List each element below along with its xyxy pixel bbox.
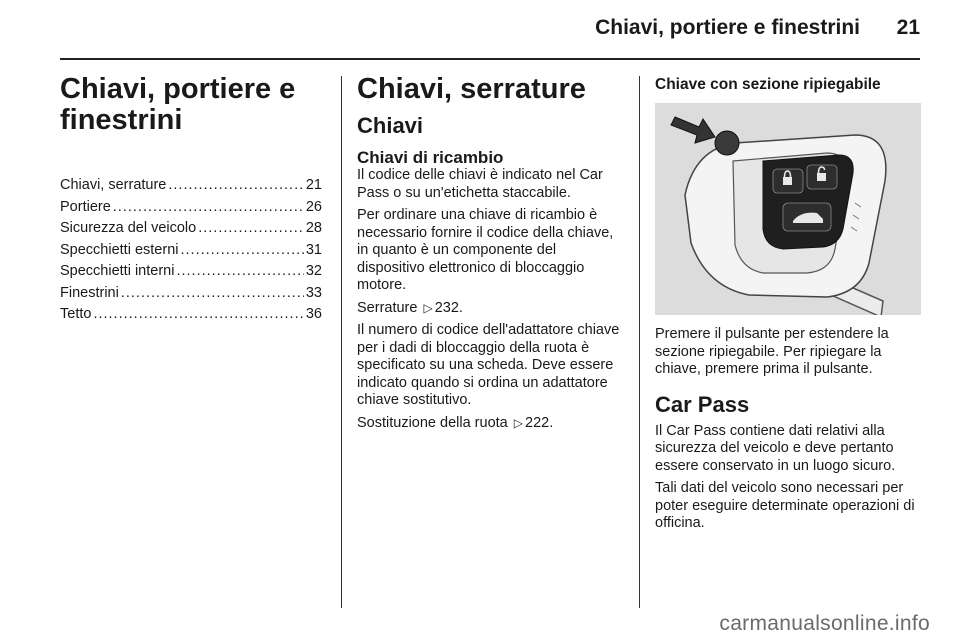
column-divider-right (639, 76, 640, 608)
arrow-ref-icon: ▷ (513, 415, 524, 430)
toc-entry-label: Tetto (60, 306, 92, 322)
chapter-title: Chiavi, portiere e finestrini (60, 73, 296, 136)
toc-entry-label: Specchietti interni (60, 263, 175, 279)
paragraph-replacement-key: Per ordinare una chiave di ricambio è necessario fornire il codice della chiave, in quanto è un componente del dispositivo elettronico di bloccaggio motore. (357, 207, 614, 293)
locks-ref-page[interactable]: 232. (434, 299, 463, 316)
toc-entry-page: 31 (305, 241, 322, 258)
folding-key-illustration (655, 103, 921, 315)
toc-leader-dots (121, 283, 304, 305)
toc-entry[interactable] (60, 175, 322, 197)
section-title: Chiavi, serrature (357, 73, 586, 105)
toc-entry-label: Sicurezza del veicolo (60, 220, 197, 236)
toc-entry-page: 26 (305, 198, 322, 215)
watermark: carmanualsonline.info (719, 612, 930, 635)
header-divider (60, 58, 920, 60)
table-of-contents (60, 175, 322, 326)
key-fob-icon (655, 103, 921, 315)
column-divider-left (341, 76, 342, 608)
subsection-title: Chiavi di ricambio (357, 148, 504, 167)
page-number: 21 (896, 16, 920, 39)
toc-entry[interactable] (60, 304, 322, 326)
toc-leader-dots (176, 261, 303, 283)
toc-entry[interactable] (60, 283, 322, 305)
header-title: Chiavi, portiere e finestrini (595, 16, 860, 39)
folding-key-heading: Chiave con sezione ripiegabile (655, 76, 881, 93)
paragraph-key-code: Il codice delle chiavi è indicato nel Car Pass o su un'etichetta staccabile. (357, 167, 603, 201)
chapter-contents (60, 74, 322, 326)
toc-entry-label: Portiere (60, 198, 111, 215)
wheel-change-ref-page[interactable]: 222. (525, 414, 554, 431)
toc-entry-label: Finestrini (60, 284, 119, 301)
paragraph-locks-ref (357, 300, 624, 318)
toc-leader-dots (180, 240, 303, 262)
toc-entry-label: Specchietti esterni (60, 241, 179, 258)
section-subtitle: Chiavi (357, 113, 424, 138)
locks-ref-text: Serrature (357, 299, 418, 316)
toc-leader-dots (113, 197, 304, 219)
toc-entry-page: 32 (305, 263, 322, 279)
paragraph-wheel-lock-adapter: Il numero di codice dell'adattatore chiave per i dadi di bloccaggio della ruota è specificato su una scheda. Deve essere indicato quando si ordina un adattatore chiave sostitutivo. (357, 322, 620, 408)
arrow-ref-icon: ▷ (423, 300, 433, 315)
section-chiavi-serrature (357, 74, 624, 437)
toc-entry[interactable] (60, 218, 322, 240)
toc-entry[interactable] (60, 261, 322, 283)
right-column (655, 74, 921, 538)
toc-entry[interactable] (60, 197, 322, 219)
car-pass-paragraph-1: Il Car Pass contiene dati relativi alla sicurezza del veicolo e deve pertanto essere conservato in un luogo sicuro. (655, 422, 896, 474)
toc-entry-page: 33 (305, 284, 322, 301)
paragraph-wheel-change-ref (357, 415, 624, 433)
car-pass-paragraph-2: Tali dati del veicolo sono necessari per poter eseguire determinate operazioni di officina. (655, 480, 915, 531)
toc-leader-dots (198, 218, 304, 240)
wheel-change-ref-text: Sostituzione della ruota (357, 414, 508, 431)
toc-entry-page: 28 (305, 220, 322, 236)
toc-entry[interactable] (60, 240, 322, 262)
toc-leader-dots (168, 175, 303, 197)
toc-entry-label: Chiavi, serrature (60, 177, 167, 193)
toc-entry-page: 36 (305, 306, 322, 322)
toc-leader-dots (93, 304, 303, 326)
folding-key-caption: Premere il pulsante per estendere la sezione ripiegabile. Per ripiegare la chiave, premere prima il pulsante. (655, 326, 889, 377)
toc-entry-page: 21 (305, 177, 322, 193)
car-pass-title: Car Pass (655, 391, 750, 417)
